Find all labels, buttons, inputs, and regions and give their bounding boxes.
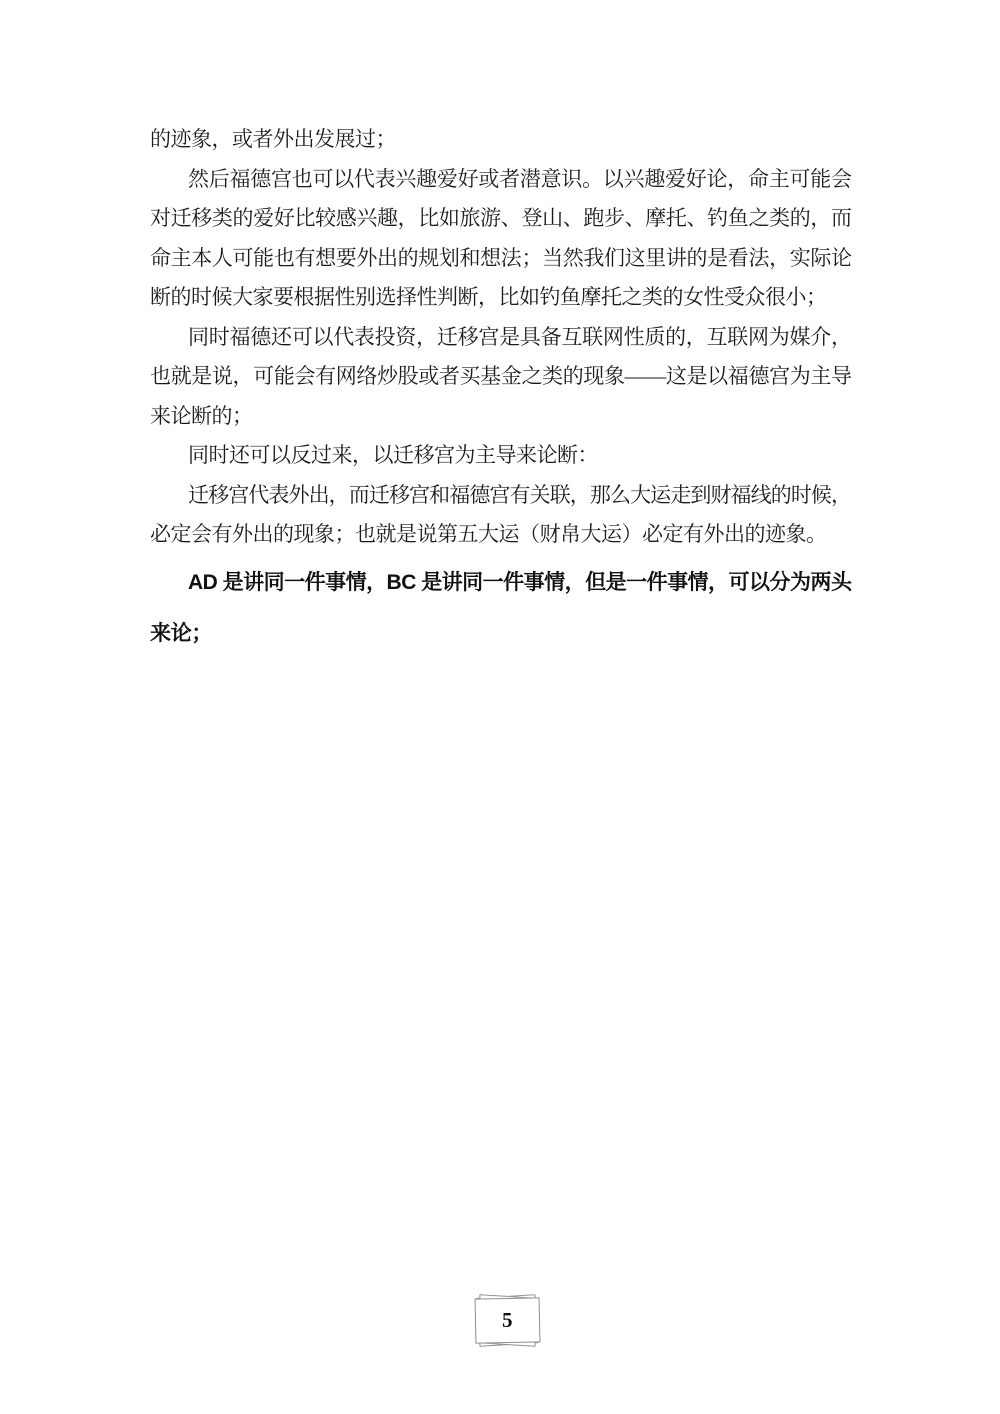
text-line: 的迹象，或者外出发展过；	[150, 127, 396, 151]
page-number-box	[475, 1297, 541, 1343]
text-line: 同时福德还可以代表投资，迁移宫是具备互联网性质的，互联网为媒介，	[188, 324, 852, 349]
text-line: AD 是讲同一件事情，BC 是讲同一件事情，但是一件事情，可以分为两头	[188, 570, 852, 594]
text-line: 来论断的；	[150, 403, 253, 428]
paragraph	[150, 436, 852, 476]
paragraph	[150, 476, 852, 555]
page-number: 5	[502, 1308, 513, 1332]
text-line: 必定会有外出的现象；也就是说第五大运（财帛大运）必定有外出的迹象。	[150, 522, 827, 546]
text-block	[150, 120, 852, 659]
text-line: 对迁移类的爱好比较感兴趣，比如旅游、登山、跑步、摩托、钓鱼之类的，而	[150, 206, 852, 230]
text-line: 迁移宫代表外出，而迁移宫和福德宫有关联，那么大运走到财福线的时候，	[188, 482, 852, 507]
paragraph	[150, 318, 852, 437]
paragraph	[150, 120, 852, 160]
page-number-frame	[473, 1292, 542, 1350]
text-line: 然后福德宫也可以代表兴趣爱好或者潜意识。以兴趣爱好论，命主可能会	[188, 166, 852, 191]
text-line: 来论；	[150, 621, 213, 645]
text-line: 同时还可以反过来，以迁移宫为主导来论断：	[188, 443, 598, 467]
paragraph	[150, 557, 852, 659]
paragraph	[150, 160, 852, 318]
text-line: 命主本人可能也有想要外出的规划和想法；当然我们这里讲的是看法，实际论	[150, 245, 852, 270]
text-line: 断的时候大家要根据性别选择性判断，比如钓鱼摩托之类的女性受众很小；	[150, 285, 827, 309]
text-line: 也就是说，可能会有网络炒股或者买基金之类的现象——这是以福德宫为主导	[150, 364, 852, 388]
